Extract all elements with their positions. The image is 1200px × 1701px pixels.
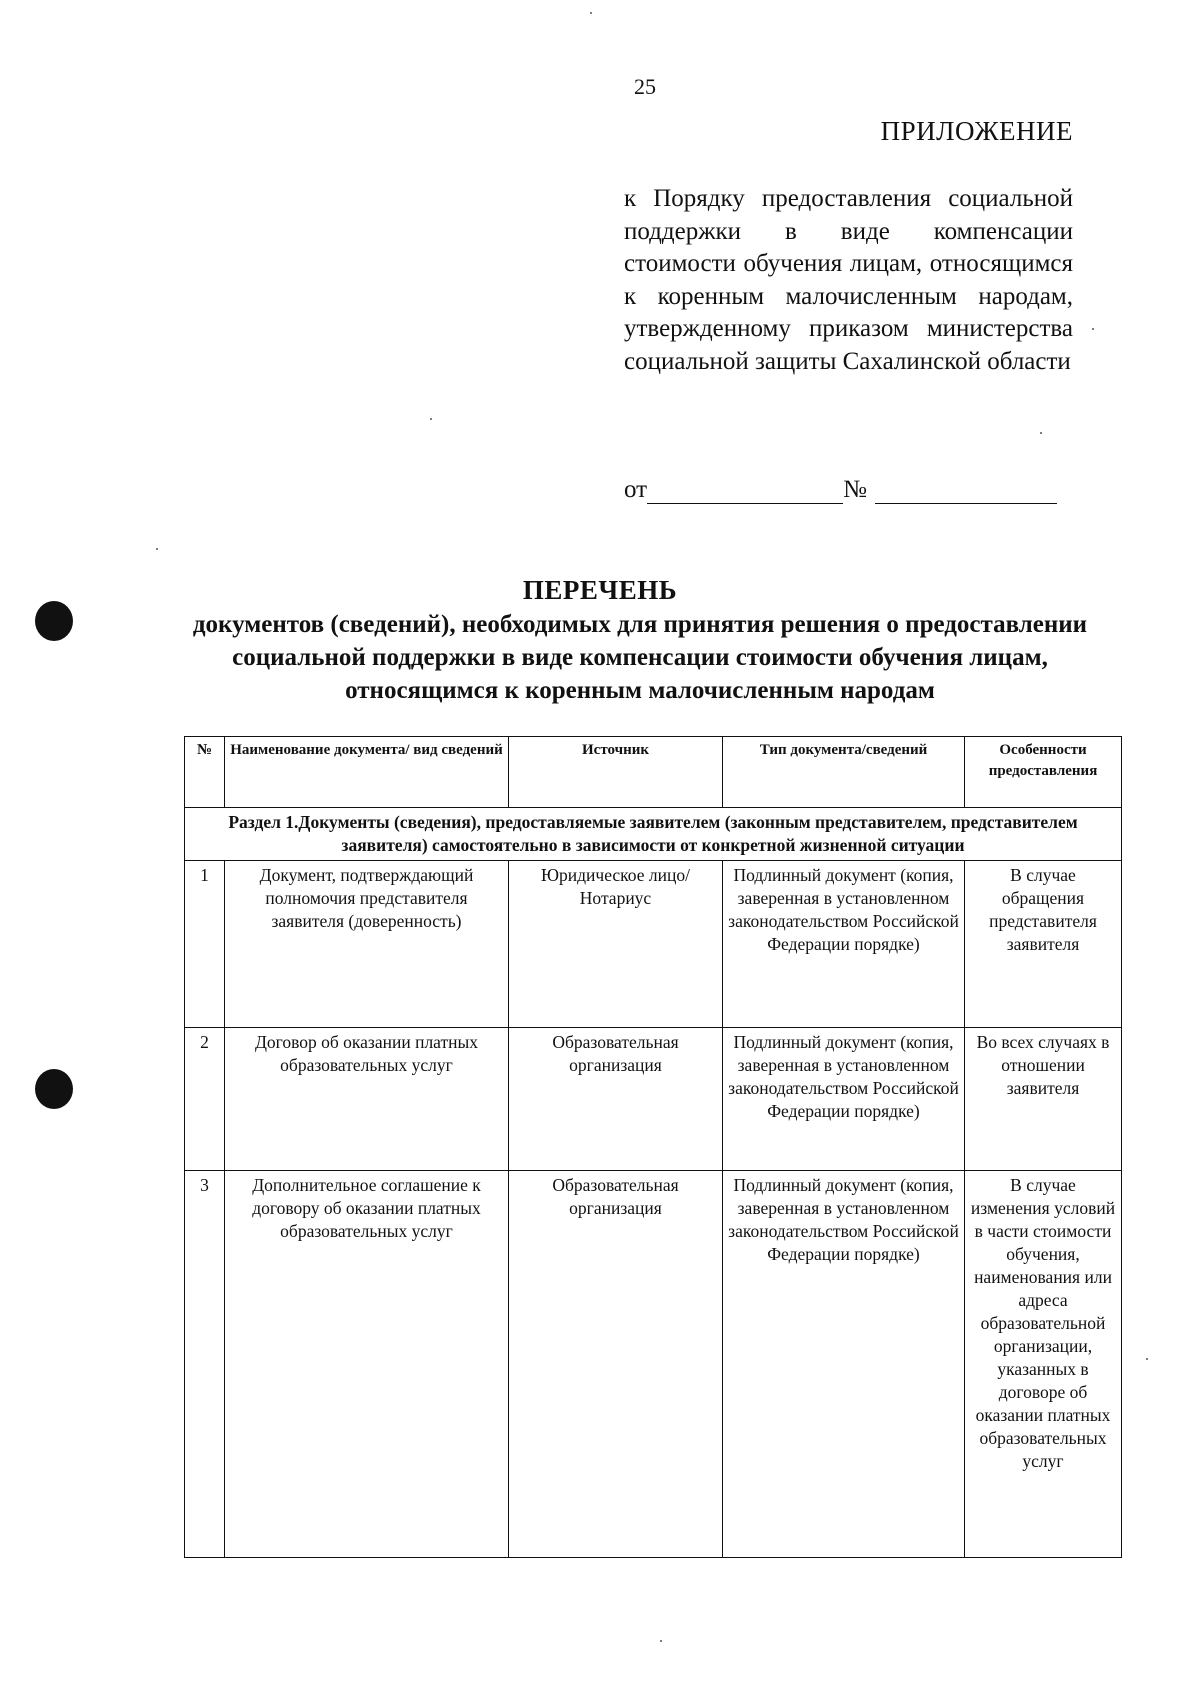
- appendix-text: к Порядку предоставления социальной поддержки в виде компенсации стоимости обучения лицам, относящимся к коренным малочисленным народам, утвержденному приказом министерства социальной защиты Сахалинской области: [624, 185, 1073, 375]
- number-blank: [875, 481, 1057, 504]
- scan-speck: [1040, 432, 1042, 434]
- row-feature: Во всех случаях в отношении заявителя: [965, 1028, 1122, 1171]
- table-row: [185, 1028, 1122, 1171]
- date-blank: [647, 481, 843, 504]
- row-num: 2: [185, 1028, 225, 1171]
- header-type: Тип документа/сведений: [723, 737, 965, 808]
- row-name: Дополнительное соглашение к договору об оказании платных образовательных услуг: [225, 1171, 509, 1558]
- binder-hole-mark: [35, 1069, 73, 1109]
- row-source: Образовательная организация: [509, 1171, 723, 1558]
- row-type: Подлинный документ (копия, заверенная в установленном законодательством Российской Федерации порядке): [723, 1028, 965, 1171]
- approval-line: [624, 476, 1073, 504]
- scan-speck: [156, 548, 158, 550]
- appendix-label: ПРИЛОЖЕНИЕ: [880, 116, 1073, 146]
- row-type: Подлинный документ (копия, заверенная в установленном законодательством Российской Федерации порядке): [723, 861, 965, 1028]
- number-prefix: №: [843, 476, 867, 503]
- page-number: 25: [634, 74, 656, 99]
- row-num: 3: [185, 1171, 225, 1558]
- scan-speck: [1146, 1358, 1148, 1360]
- scan-speck: [1092, 328, 1094, 330]
- row-name: Документ, подтверждающий полномочия представителя заявителя (доверенность): [225, 861, 509, 1028]
- date-prefix: от: [624, 476, 648, 503]
- row-feature: В случае обращения представителя заявителя: [965, 861, 1122, 1028]
- document-subtitle: документов (сведений), необходимых для принятия решения о предоставлении социальной поддержки в виде компенсации стоимости обучения лицам, относящимся к коренным малочисленным народам: [192, 611, 1088, 704]
- table-row: [185, 861, 1122, 1028]
- row-source: Юридическое лицо/ Нотариус: [509, 861, 723, 1028]
- document-title: ПЕРЕЧЕНЬ: [522, 575, 678, 605]
- row-num: 1: [185, 861, 225, 1028]
- row-feature: В случае изменения условий в части стоимости обучения, наименования или адреса образовательной организации, указанных в договоре об оказании платных образовательных услуг: [965, 1171, 1122, 1558]
- table-header-row: [185, 737, 1122, 808]
- binder-hole-mark: [35, 601, 73, 641]
- header-num: №: [185, 737, 225, 808]
- section-row: [185, 808, 1122, 861]
- documents-table: [184, 736, 1122, 1558]
- scan-speck: [430, 418, 432, 420]
- row-source: Образовательная организация: [509, 1028, 723, 1171]
- row-name: Договор об оказании платных образовательных услуг: [225, 1028, 509, 1171]
- table-row: [185, 1171, 1122, 1558]
- section-title: Раздел 1.Документы (сведения), предоставляемые заявителем (законным представителем, представителем заявителя) самостоятельно в зависимости от конкретной жизненной ситуации: [185, 808, 1122, 861]
- header-feature: Особенности предоставления: [965, 737, 1122, 808]
- scan-speck: [660, 1640, 662, 1642]
- row-type: Подлинный документ (копия, заверенная в установленном законодательством Российской Федерации порядке): [723, 1171, 965, 1558]
- header-name: Наименование документа/ вид сведений: [225, 737, 509, 808]
- scan-speck: [590, 12, 592, 14]
- header-source: Источник: [509, 737, 723, 808]
